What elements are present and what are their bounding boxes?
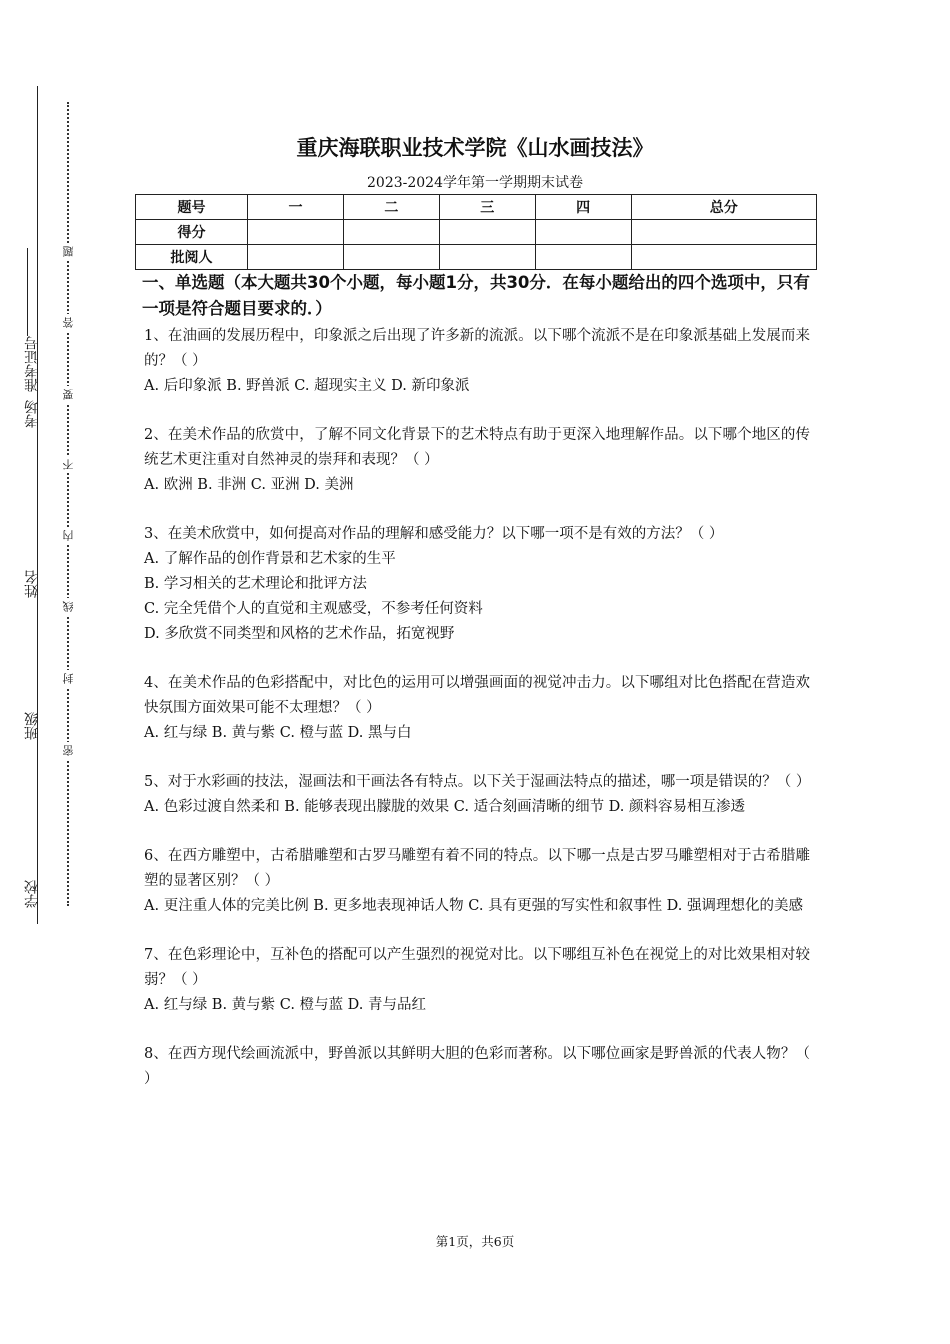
score-header-cell: 四 bbox=[535, 195, 631, 220]
score-cell[interactable] bbox=[535, 245, 631, 270]
question-stem: 8、在西方现代绘画流派中，野兽派以其鲜明大胆的色彩而著称。以下哪位画家是野兽派的代表人物？（ ） bbox=[144, 1046, 810, 1087]
score-cell[interactable] bbox=[535, 220, 631, 245]
exam-content bbox=[144, 270, 810, 1116]
field-exam-number[interactable]: 准考证号 bbox=[22, 248, 42, 392]
score-row-label: 得分 bbox=[136, 220, 248, 245]
score-cell[interactable] bbox=[439, 220, 535, 245]
score-table-row bbox=[136, 245, 817, 270]
score-cell[interactable] bbox=[248, 220, 344, 245]
question-options: A. 更注重人体的完美比例 B. 更多地表现神话人物 C. 具有更强的写实性和叙事性 D. 强调理想化的美感 bbox=[144, 898, 804, 914]
field-exam-room[interactable]: 考场 bbox=[24, 400, 40, 428]
seal-char: 要 bbox=[61, 386, 77, 403]
question-stem: 7、在色彩理论中，互补色的搭配可以产生强烈的视觉对比。以下哪组互补色在视觉上的对比效果相对较弱？（ ） bbox=[144, 947, 810, 988]
question-options: A. 红与绿 B. 黄与紫 C. 橙与蓝 D. 黑与白 bbox=[144, 725, 412, 741]
score-table-header-row bbox=[136, 195, 817, 220]
score-cell[interactable] bbox=[631, 245, 816, 270]
question-option: D. 多欣赏不同类型和风格的艺术作品，拓宽视野 bbox=[144, 626, 455, 642]
question-option: C. 完全凭借个人的直觉和主观感受，不参考任何资料 bbox=[144, 601, 483, 617]
question-stem: 1、在油画的发展历程中，印象派之后出现了许多新的流派。以下哪个流派不是在印象派基础上发展而来的？（ ） bbox=[144, 328, 810, 369]
binding-solid-line bbox=[37, 86, 38, 924]
seal-char: 答 bbox=[61, 314, 77, 331]
question-stem: 3、在美术欣赏中，如何提高对作品的理解和感受能力？以下哪一项不是有效的方法？（ ） bbox=[144, 526, 724, 542]
field-class[interactable]: 班级 bbox=[24, 712, 40, 740]
seal-char: 题 bbox=[61, 243, 77, 260]
question-stem: 4、在美术作品的色彩搭配中，对比色的运用可以增强画面的视觉冲击力。以下哪组对比色搭配在营造欢快氛围方面效果可能不太理想？（ ） bbox=[144, 675, 810, 716]
exam-title: 重庆海联职业技术学院《山水画技法》 bbox=[296, 136, 654, 160]
question-stem: 6、在西方雕塑中，古希腊雕塑和古罗马雕塑有着不同的特点。以下哪一点是古罗马雕塑相对于古希腊雕塑的显著区别？（ ） bbox=[144, 848, 810, 889]
question-options: A. 欧洲 B. 非洲 C. 亚洲 D. 美洲 bbox=[144, 477, 354, 493]
exam-subtitle: 2023-2024学年第一学期期末试卷 bbox=[367, 175, 583, 191]
field-school[interactable]: 学校 bbox=[24, 880, 40, 908]
score-cell[interactable] bbox=[248, 245, 344, 270]
score-row-label: 批阅人 bbox=[136, 245, 248, 270]
question-options: A. 后印象派 B. 野兽派 C. 超现实主义 D. 新印象派 bbox=[144, 378, 470, 394]
seal-char: 封 bbox=[61, 670, 77, 687]
question-option: B. 学习相关的艺术理论和批评方法 bbox=[144, 576, 367, 592]
seal-char: 线 bbox=[61, 598, 77, 615]
question bbox=[144, 423, 810, 498]
question-stem: 2、在美术作品的欣赏中，了解不同文化背景下的艺术特点有助于更深入地理解作品。以下哪个地区的传统艺术更注重对自然神灵的崇拜和表现？（ ） bbox=[144, 427, 810, 468]
section-heading: 一、单选题（本大题共30个小题，每小题1分，共30分．在每小题给出的四个选项中，只有一项是符合题目要求的．） bbox=[142, 273, 810, 318]
score-table bbox=[135, 194, 817, 270]
seal-char: 内 bbox=[61, 527, 77, 544]
question bbox=[144, 324, 810, 399]
score-cell[interactable] bbox=[343, 245, 439, 270]
question bbox=[144, 844, 810, 919]
score-header-cell: 题号 bbox=[136, 195, 248, 220]
question bbox=[144, 770, 810, 820]
score-header-cell: 二 bbox=[343, 195, 439, 220]
binding-dotted-line bbox=[67, 102, 69, 906]
seal-char: 密 bbox=[61, 742, 77, 759]
seal-char: 不 bbox=[61, 456, 77, 473]
question-options: A. 红与绿 B. 黄与紫 C. 橙与蓝 D. 青与品红 bbox=[144, 997, 427, 1013]
score-cell[interactable] bbox=[439, 245, 535, 270]
page-footer: 第1页，共6页 bbox=[435, 1234, 515, 1249]
question bbox=[144, 1042, 810, 1092]
question-options: A. 色彩过渡自然柔和 B. 能够表现出朦胧的效果 C. 适合刻画清晰的细节 D. 颜料容易相互渗透 bbox=[144, 799, 746, 815]
score-cell[interactable] bbox=[631, 220, 816, 245]
question bbox=[144, 671, 810, 746]
score-header-cell: 一 bbox=[248, 195, 344, 220]
question-option: A. 了解作品的创作背景和艺术家的生平 bbox=[144, 551, 396, 567]
score-header-cell: 三 bbox=[439, 195, 535, 220]
question-stem: 5、对于水彩画的技法，湿画法和干画法各有特点。以下关于湿画法特点的描述，哪一项是错误的？（ ） bbox=[144, 774, 811, 790]
score-header-cell: 总分 bbox=[631, 195, 816, 220]
question bbox=[144, 522, 810, 647]
field-name[interactable]: 姓名 bbox=[24, 570, 40, 598]
score-cell[interactable] bbox=[343, 220, 439, 245]
question bbox=[144, 943, 810, 1018]
score-table-row bbox=[136, 220, 817, 245]
